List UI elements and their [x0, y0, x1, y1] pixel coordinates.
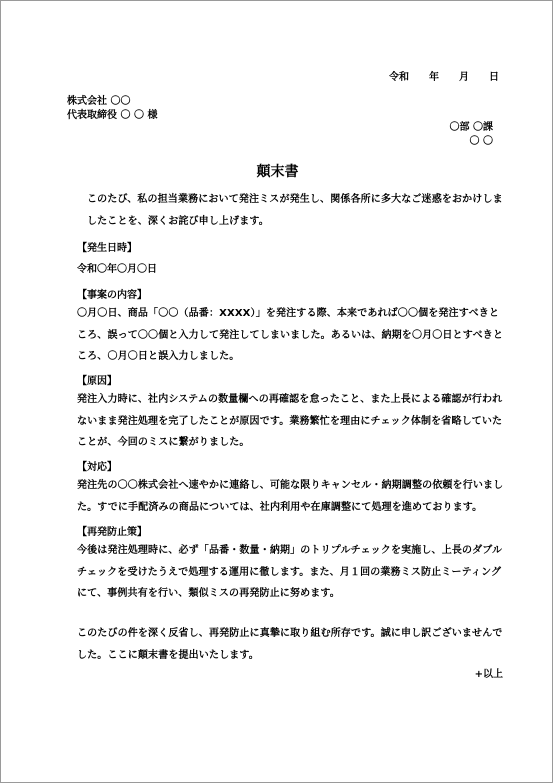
sender-block [450, 121, 493, 149]
document-date: 令和 年 月 日 [389, 72, 499, 83]
intro-paragraph: このたび、私の担当業務において発注ミスが発生し、関係各所に多大なご迷惑をおかけしましたことを、深くお詫び申し上げます。 [87, 194, 503, 227]
closing-paragraph: このたびの件を深く反省し、再発防止に真摯に取り組む所存です。誠に申し訳ございませんでした。ここに顛末書を提出いたします。 [77, 628, 503, 661]
details-body: 〇月〇日、商品「〇〇（品番：XXXX）」を発注する際、本来であれば〇〇個を発注すべきところ、誤って〇〇個と入力して発注してしまいました。あるいは、納期を〇月〇日とすべきところ、〇月〇日と誤入力しました。 [77, 308, 504, 362]
closing-ijo: +以上 [474, 669, 503, 680]
recipient-company: 株式会社 〇〇 [67, 96, 131, 107]
sender-name: 〇 〇 [469, 136, 493, 147]
details-heading: 【事案の内容】 [77, 290, 147, 301]
recipient-block [67, 95, 157, 123]
sender-department: 〇部 〇課 [449, 122, 493, 133]
cause-heading: 【原因】 [77, 376, 117, 387]
occurrence-body: 令和〇年〇月〇日 [77, 264, 157, 275]
prevention-heading: 【再発防止策】 [77, 527, 147, 538]
recipient-representative: 代表取締役 〇 〇 様 [67, 110, 158, 121]
cause-body: 発注入力時に、社内システムの数量欄への再確認を怠ったこと、また上長による確認が行われないまま発注処理を完了したことが原因です。業務繁忙を理由にチェック体制を省略していたことが、今回のミスに繋がりました。 [77, 394, 503, 448]
response-heading: 【対応】 [77, 462, 117, 473]
prevention-body: 今後は発注処理時に、必ず「品番・数量・納期」のトリプルチェックを実施し、上長のダブルチェックを受けたうえで処理する運用に徹します。また、月１回の業務ミス防止ミーティングにて、事例共有を行い、類似ミスの再発防止に努めます。 [77, 545, 503, 599]
occurrence-heading: 【発生日時】 [77, 243, 137, 254]
document-title: 顛末書 [256, 164, 299, 180]
response-body: 発注先の〇〇株式会社へ速やかに連絡し、可能な限りキャンセル・納期調整の依頼を行いました。すでに手配済みの商品については、社内利用や在庫調整にて処理を進めております。 [77, 480, 504, 513]
